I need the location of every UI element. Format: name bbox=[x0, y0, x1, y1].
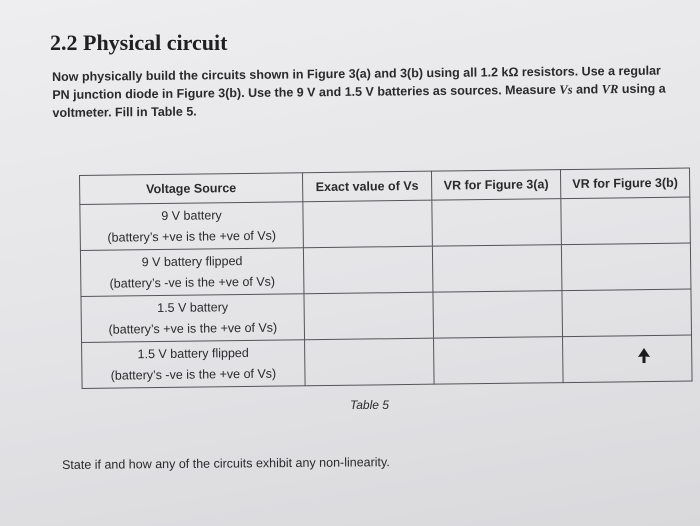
section-heading: 2.2 Physical circuit bbox=[50, 30, 228, 55]
header-vr-figure-3b: VR for Figure 3(b) bbox=[560, 168, 689, 199]
vs-symbol: Vs bbox=[559, 82, 573, 97]
vr-3a-cell[interactable] bbox=[434, 337, 564, 385]
exact-vs-cell[interactable] bbox=[305, 338, 435, 386]
header-vr-figure-3a: VR for Figure 3(a) bbox=[431, 170, 560, 201]
table-row bbox=[82, 335, 693, 388]
exact-vs-cell[interactable] bbox=[303, 246, 433, 294]
exact-vs-cell[interactable] bbox=[303, 200, 433, 248]
table-row bbox=[80, 197, 691, 250]
source-cell: 9 V battery flipped (battery’s -ve is the +ve of Vs) bbox=[80, 248, 304, 297]
instructions-line-2: PN junction diode in Figure 3(b). Use the 9 V and 1.5 V batteries as sources. Measure Vs and VR using a bbox=[52, 81, 666, 102]
table-caption: Table 5 bbox=[350, 398, 389, 412]
table-row bbox=[80, 243, 691, 296]
non-linearity-question: State if and how any of the circuits exhibit any non-linearity. bbox=[62, 455, 390, 472]
source-cell: 9 V battery (battery’s +ve is the +ve of Vs) bbox=[80, 202, 304, 251]
header-voltage-source: Voltage Source bbox=[80, 173, 303, 205]
instructions-paragraph bbox=[52, 61, 683, 122]
vr-3a-cell[interactable] bbox=[432, 199, 562, 247]
instructions-line-3: voltmeter. Fill in Table 5. bbox=[52, 104, 197, 120]
vr-3a-cell[interactable] bbox=[432, 245, 562, 293]
vr-3b-cell[interactable] bbox=[561, 197, 691, 245]
header-exact-vs: Exact value of Vs bbox=[302, 171, 431, 202]
instructions-line-1: Now physically build the circuits shown in Figure 3(a) and 3(b) using all 1.2 kΩ resistors. Use a regular bbox=[52, 63, 661, 84]
vr-3a-cell[interactable] bbox=[433, 291, 563, 339]
exact-vs-cell[interactable] bbox=[304, 292, 434, 340]
mouse-pointer-icon bbox=[638, 348, 650, 364]
vr-3b-cell[interactable] bbox=[562, 289, 692, 337]
vr-3b-cell[interactable] bbox=[563, 335, 693, 383]
source-cell: 1.5 V battery flipped (battery’s -ve is the +ve of Vs) bbox=[82, 340, 306, 389]
vr-3b-cell[interactable] bbox=[561, 243, 691, 291]
table-5 bbox=[79, 168, 693, 389]
table-row bbox=[81, 289, 692, 342]
source-cell: 1.5 V battery (battery’s +ve is the +ve of Vs) bbox=[81, 294, 305, 343]
vr-symbol: VR bbox=[601, 82, 619, 97]
